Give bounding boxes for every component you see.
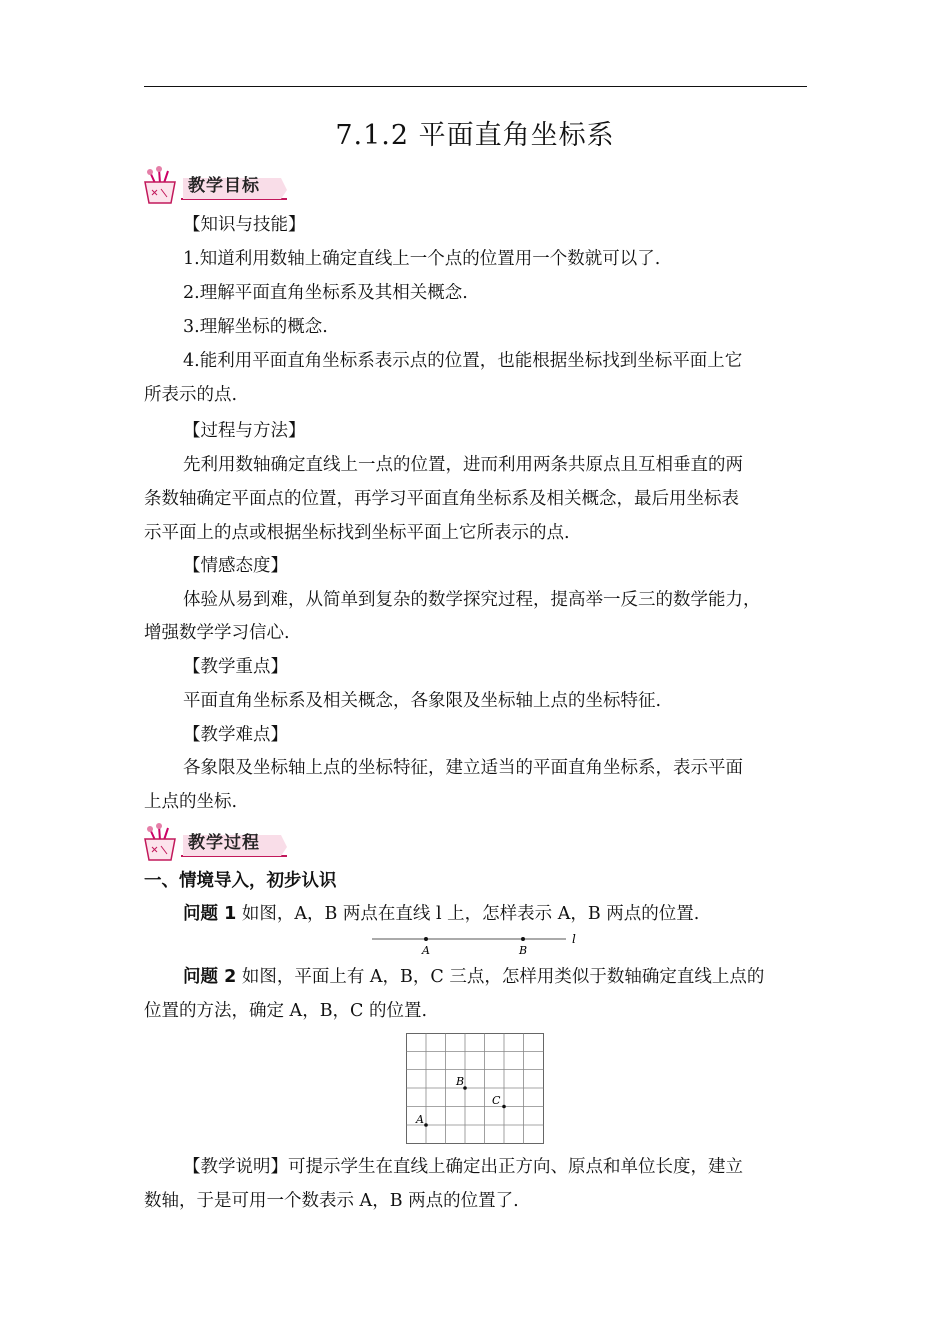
knowledge-item-1: 1.知道利用数轴上确定直线上一个点的位置用一个数就可以了. <box>183 249 661 269</box>
grid-point-a <box>424 1123 428 1127</box>
process-line-3: 示平面上的点或根据坐标找到坐标平面上它所表示的点. <box>144 523 570 543</box>
key-points-heading: 【教学重点】 <box>183 657 288 677</box>
question-1-label: 问题 1 <box>183 904 237 924</box>
banner-label: 教学过程 <box>188 833 260 853</box>
grid-label-a: A <box>416 1113 424 1126</box>
knowledge-heading: 【知识与技能】 <box>183 215 306 235</box>
teaching-note-line2: 数轴，于是可用一个数表示 A，B 两点的位置了. <box>144 1191 519 1211</box>
point-b-dot <box>521 937 525 941</box>
figure-line-l <box>370 930 590 958</box>
page-title: 7.1.2 平面直角坐标系 <box>335 120 615 151</box>
knowledge-item-3: 3.理解坐标的概念. <box>183 317 328 337</box>
banner-label: 教学目标 <box>188 176 260 196</box>
teaching-note-line1: 【教学说明】可提示学生在直线上确定出正方向、原点和单位长度，建立 <box>183 1157 743 1177</box>
knowledge-item-4-line2: 所表示的点. <box>144 385 238 405</box>
knowledge-item-2: 2.理解平面直角坐标系及其相关概念. <box>183 283 468 303</box>
difficulties-line-2: 上点的坐标. <box>144 792 238 812</box>
point-b-label: B <box>519 944 528 957</box>
top-rule <box>144 86 807 87</box>
question-2-label: 问题 2 <box>183 967 237 987</box>
emotion-line-1: 体验从易到难，从简单到复杂的数学探究过程，提高举一反三的数学能力， <box>183 590 761 610</box>
question-2-line1 <box>183 960 764 994</box>
question-1 <box>183 897 699 931</box>
section-1-heading: 一、情境导入，初步认识 <box>144 871 337 891</box>
section-banner-objectives <box>141 166 291 206</box>
emotion-line-2: 增强数学学习信心. <box>144 623 290 643</box>
key-points-line-1: 平面直角坐标系及相关概念，各象限及坐标轴上点的坐标特征. <box>183 691 662 711</box>
section-banner-process <box>141 823 291 863</box>
point-a-dot <box>424 937 428 941</box>
emotion-heading: 【情感态度】 <box>183 556 288 576</box>
difficulties-heading: 【教学难点】 <box>183 725 288 745</box>
point-a-label: A <box>422 944 430 957</box>
process-line-1: 先利用数轴确定直线上一点的位置，进而利用两条共原点且互相垂直的两 <box>183 455 743 475</box>
difficulties-line-1: 各象限及坐标轴上点的坐标特征，建立适当的平面直角坐标系，表示平面 <box>183 758 743 778</box>
grid-label-c: C <box>492 1094 501 1107</box>
grid-label-b: B <box>456 1075 465 1088</box>
question-1-text: 如图，A，B 两点在直线 l 上，怎样表示 A，B 两点的位置. <box>236 904 700 924</box>
question-2-line2: 位置的方法，确定 A，B，C 的位置. <box>144 1001 428 1021</box>
figure-grid <box>400 1030 550 1148</box>
process-heading: 【过程与方法】 <box>183 421 306 441</box>
grid-point-c <box>502 1105 506 1109</box>
question-2-text: 如图，平面上有 A，B，C 三点，怎样用类似于数轴确定直线上点的 <box>236 967 765 987</box>
line-label: l <box>572 932 576 946</box>
process-line-2: 条数轴确定平面点的位置，再学习平面直角坐标系及相关概念，最后用坐标表 <box>144 489 739 509</box>
knowledge-item-4-line1: 4.能利用平面直角坐标系表示点的位置，也能根据坐标找到坐标平面上它 <box>183 351 743 371</box>
